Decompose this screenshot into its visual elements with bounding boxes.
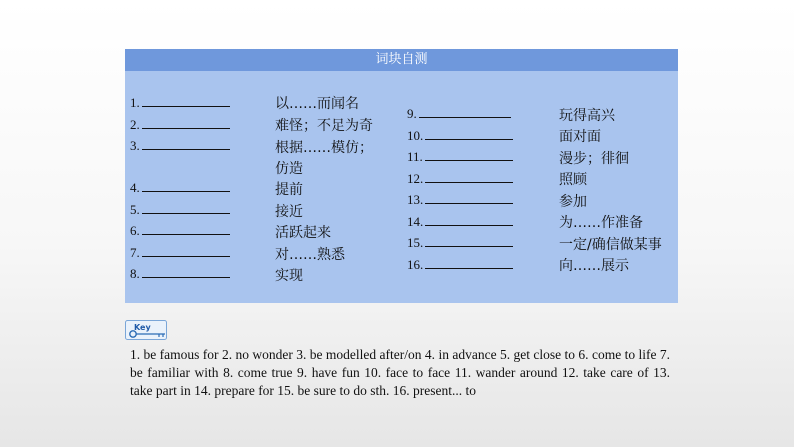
meaning-2: 难怪；不足为奇 <box>275 118 373 134</box>
meaning-7: 对……熟悉 <box>275 247 345 263</box>
meaning-3-cont: 仿造 <box>275 161 303 177</box>
meaning-9: 玩得高兴 <box>559 108 615 124</box>
blank-item-2: 2. <box>130 117 230 133</box>
meaning-8: 实现 <box>275 268 303 284</box>
blank-item-8: 8. <box>130 266 230 282</box>
meaning-16: 向……展示 <box>559 258 629 274</box>
meaning-14: 为……作准备 <box>559 215 643 231</box>
blank-item-5: 5. <box>130 202 230 218</box>
blank-item-7: 7. <box>130 245 230 261</box>
answer-key-text: 1. be famous for 2. no wonder 3. be modelled after/on 4. in advance 5. get close to 6. come to life 7. be familiar with 8. come true 9. have fun 10. face to face 11. wander around 12. take care of 13. take part in 14. prepare for 15. be sure to do sth. 16. present... to <box>130 347 670 398</box>
blank-item-15: 15. <box>407 235 513 251</box>
key-label: Key <box>134 323 151 332</box>
meaning-10: 面对面 <box>559 129 601 145</box>
blank-item-13: 13. <box>407 192 513 208</box>
meaning-6: 活跃起来 <box>275 225 331 241</box>
meaning-4: 提前 <box>275 182 303 198</box>
blank-item-1: 1. <box>130 95 230 111</box>
meaning-13: 参加 <box>559 194 587 210</box>
meaning-15: 一定/确信做某事 <box>559 237 662 253</box>
blank-item-12: 12. <box>407 171 513 187</box>
vocab-card <box>125 49 678 303</box>
blank-item-3: 3. <box>130 138 230 154</box>
blank-item-10: 10. <box>407 128 513 144</box>
meaning-5: 接近 <box>275 204 303 220</box>
meaning-11: 漫步；徘徊 <box>559 151 629 167</box>
blank-item-11: 11. <box>407 149 513 165</box>
blank-item-4: 4. <box>130 180 230 196</box>
blank-item-16: 16. <box>407 257 513 273</box>
blank-item-9: 9. <box>407 106 511 122</box>
blank-item-6: 6. <box>130 223 230 239</box>
key-icon <box>125 320 167 340</box>
meaning-3: 根据……模仿； <box>275 140 373 156</box>
card-header: 词块自测 <box>125 49 678 71</box>
meaning-12: 照顾 <box>559 172 587 188</box>
meaning-1: 以……而闻名 <box>275 96 359 112</box>
blank-item-14: 14. <box>407 214 513 230</box>
